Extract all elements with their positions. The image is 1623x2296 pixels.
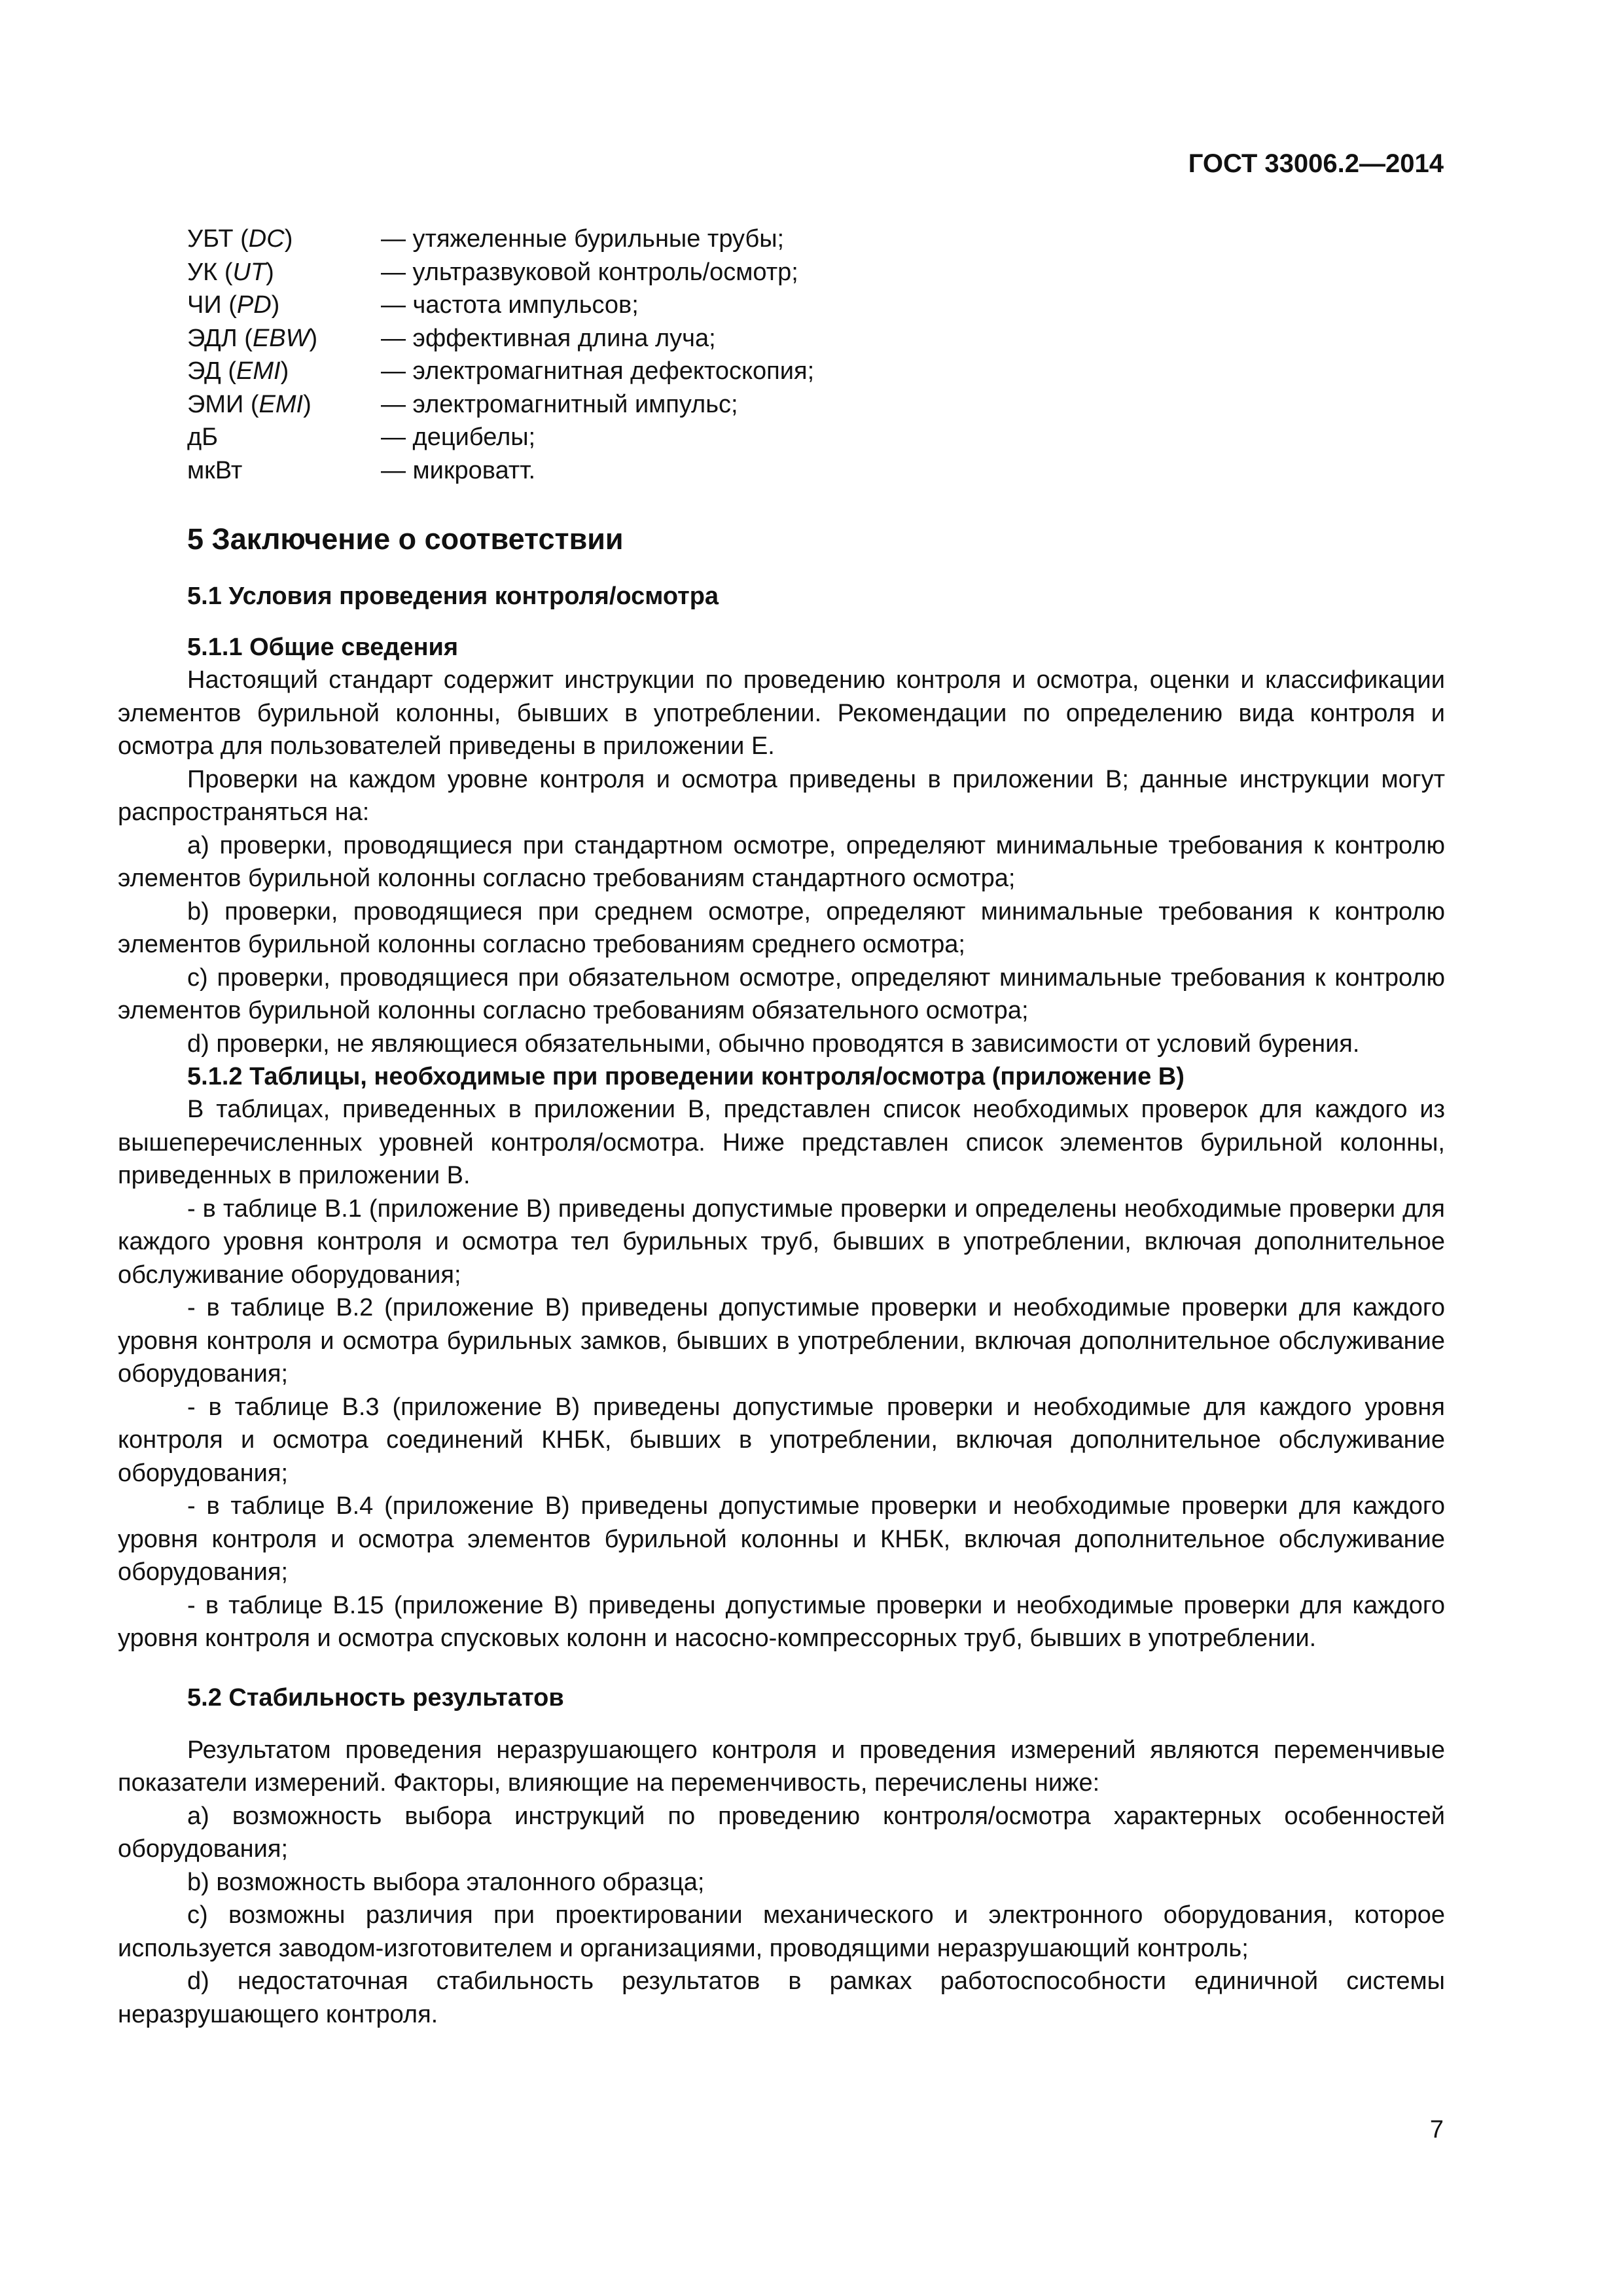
section-5-1-heading: 5.1 Условия проведения контроля/осмотра: [187, 583, 719, 610]
abbreviation-row: [187, 355, 1445, 388]
section-5-1-1-heading: 5.1.1 Общие сведения: [187, 634, 459, 661]
list-item: d) недостаточная стабильность результатов в рамках работоспособности единичной системы неразрушающего контроля.: [118, 1967, 1445, 2028]
abbreviation-definition: — электромагнитная дефектоскопия;: [381, 357, 815, 385]
abbreviation-row: [187, 256, 1445, 289]
abbreviation-term: мкВт: [187, 456, 243, 484]
abbreviation-row: [187, 388, 1445, 422]
list-item: - в таблице В.3 (приложение В) приведены допустимые проверки и необходимые для каждого уровня контроля и осмотра соединений КНБК, бывших в употреблении, включая дополнительное обслуживание оборудования;: [118, 1393, 1445, 1487]
paragraph: В таблицах, приведенных в приложении В, представлен список необходимых проверок для каждого из вышеперечисленных уровней контроля/осмотра. Ниже представлен список элементов бурильной колонны, приведенных в приложении В.: [118, 1096, 1445, 1189]
list-item: с) проверки, проводящиеся при обязательном осмотре, определяют минимальные требования к контролю элементов бурильной колонны согласно требованиям обязательного осмотра;: [118, 963, 1445, 1024]
list-item: b) проверки, проводящиеся при среднем осмотре, определяют минимальные требования к контролю элементов бурильной колонны согласно требованиям среднего осмотра;: [118, 897, 1445, 958]
abbreviation-row: [187, 421, 1445, 454]
section-5-heading: 5 Заключение о соответствии: [187, 522, 624, 556]
list-item: а) возможность выбора инструкций по проведению контроля/осмотра характерных особенностей оборудования;: [118, 1802, 1445, 1863]
page-content: [118, 223, 1445, 2031]
abbreviation-term: дБ: [187, 423, 219, 451]
abbreviation-term: ЭДЛ (EBW): [187, 324, 318, 352]
list-item: с) возможны различия при проектировании механического и электронного оборудования, которое используется заводом-изготовителем и организациями, проводящими неразрушающий контроль;: [118, 1901, 1445, 1962]
section-5-2-heading: 5.2 Стабильность результатов: [187, 1683, 564, 1712]
list-item: а) проверки, проводящиеся при стандартном осмотре, определяют минимальные требования к контролю элементов бурильной колонны согласно требованиям стандартного осмотра;: [118, 831, 1445, 892]
paragraph: Результатом проведения неразрушающего контроля и проведения измерений являются переменчивые показатели измерений. Факторы, влияющие на переменчивость, перечислены ниже:: [118, 1736, 1445, 1797]
list-item: d) проверки, не являющиеся обязательными, обычно проводятся в зависимости от условий бурения.: [187, 1030, 1360, 1058]
abbreviation-definition: — утяжеленные бурильные трубы;: [381, 225, 785, 253]
abbreviation-definition: — децибелы;: [381, 423, 536, 451]
document-number: ГОСТ 33006.2—2014: [1188, 149, 1444, 178]
abbreviation-row: [187, 454, 1445, 488]
abbreviation-definition: — ультразвуковой контроль/осмотр;: [381, 258, 798, 286]
list-item: - в таблице В.2 (приложение В) приведены допустимые проверки и необходимые проверки для каждого уровня контроля и осмотра бурильных замков, бывших в употреблении, включая дополнительное обслуживание оборудования;: [118, 1294, 1445, 1388]
list-item: - в таблице В.1 (приложение В) приведены допустимые проверки и определены необходимые проверки для каждого уровня контроля и осмотра тел бурильных труб, бывших в употреблении, включая дополнительное обслуживание оборудования;: [118, 1194, 1445, 1289]
abbreviation-term: УБТ (DC): [187, 225, 293, 253]
list-item: b) возможность выбора эталонного образца;: [187, 1868, 705, 1896]
abbreviation-definition: — частота импульсов;: [381, 291, 639, 319]
abbreviation-list: [187, 223, 1445, 487]
paragraph: Проверки на каждом уровне контроля и осмотра приведены в приложении В; данные инструкции могут распространяться на:: [118, 765, 1445, 826]
section-5-1-2-heading: 5.1.2 Таблицы, необходимые при проведении контроля/осмотра (приложение В): [187, 1063, 1185, 1090]
abbreviation-definition: — эффективная длина луча;: [381, 324, 716, 352]
abbreviation-row: [187, 223, 1445, 256]
abbreviation-term: УК (UT): [187, 258, 274, 286]
abbreviation-row: [187, 289, 1445, 322]
abbreviation-definition: — электромагнитный импульс;: [381, 390, 738, 418]
abbreviation-definition: — микроватт.: [381, 456, 536, 484]
list-item: - в таблице В.15 (приложение В) приведены допустимые проверки и необходимые проверки для каждого уровня контроля и осмотра спусковых колонн и насосно-компрессорных труб, бывших в употреблении.: [118, 1591, 1445, 1652]
paragraph: Настоящий стандарт содержит инструкции по проведению контроля и осмотра, оценки и классификации элементов бурильной колонны, бывших в употреблении. Рекомендации по определению вида контроля и осмотра для пользователей приведены в приложении Е.: [118, 666, 1445, 760]
abbreviation-term: ЧИ (PD): [187, 291, 280, 319]
abbreviation-term: ЭД (EMI): [187, 357, 289, 385]
abbreviation-term: ЭМИ (EMI): [187, 390, 312, 418]
abbreviation-row: [187, 322, 1445, 355]
list-item: - в таблице В.4 (приложение В) приведены допустимые проверки и необходимые проверки для каждого уровня контроля и осмотра элементов бурильной колонны и КНБК, включая дополнительное обслуживание оборудования;: [118, 1492, 1445, 1586]
page-number: 7: [1429, 2116, 1444, 2144]
